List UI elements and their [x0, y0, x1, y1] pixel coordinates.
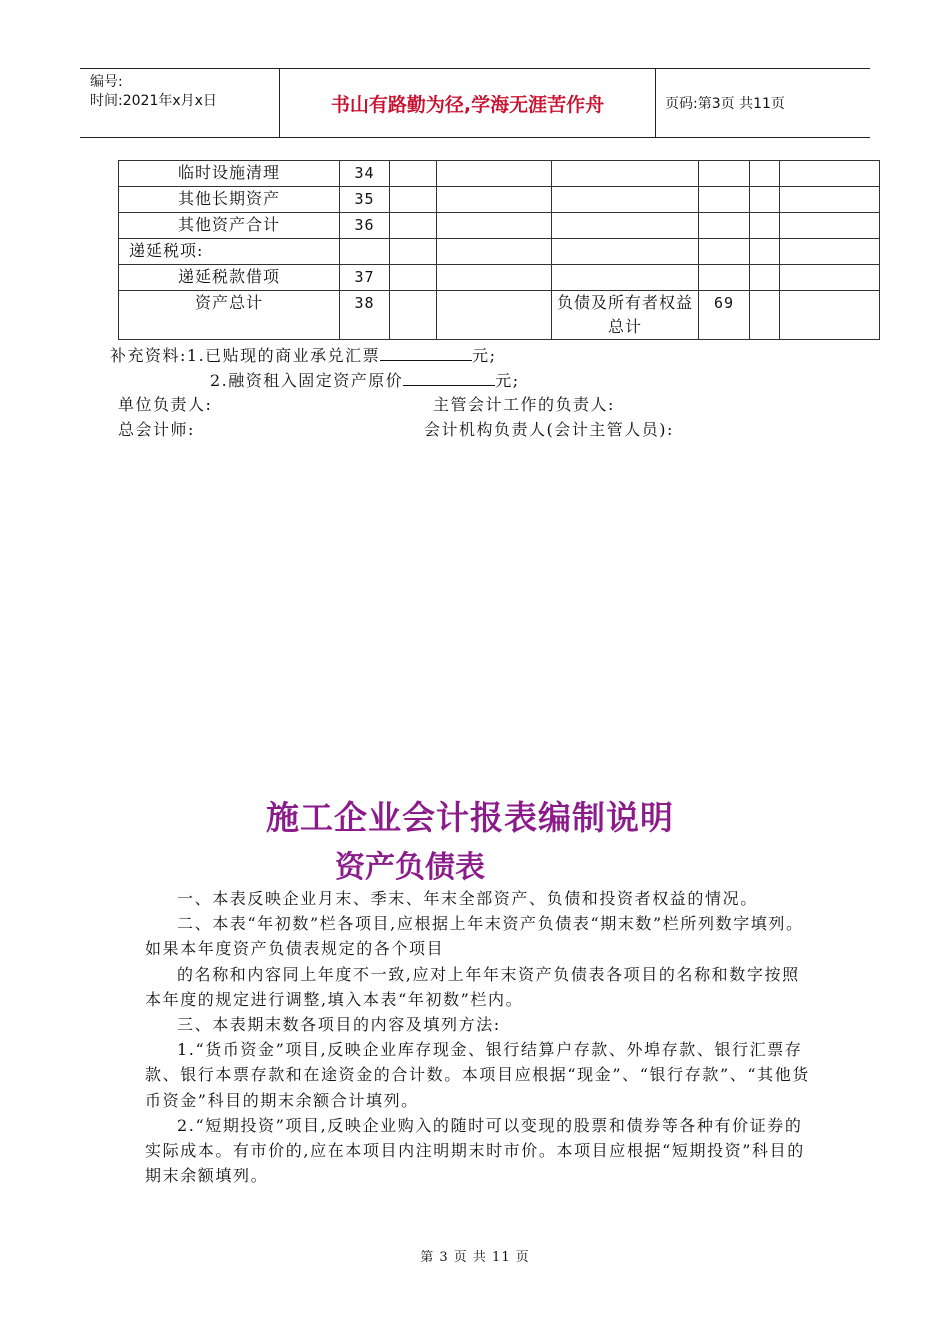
table-row: [119, 239, 880, 265]
line-number-cell: 34: [340, 161, 390, 187]
paragraph: 1.“货币资金”项目,反映企业库存现金、银行结算户存款、外埠存款、银行汇票存款、银行本票存款和在途资金的合计数。本项目应根据“现金”、“银行存款”、“其他货币资金”科目的期末余额合计填列。: [145, 1040, 810, 1110]
amount-cell: [780, 239, 880, 265]
line-number-cell: 38: [340, 291, 390, 340]
table-row: [119, 187, 880, 213]
item-name-cell: [552, 213, 699, 239]
header-page-info: 页码:第3页 共11页: [665, 96, 785, 112]
item-name-cell: 临时设施清理: [119, 161, 340, 187]
paragraph: 一、本表反映企业月末、季末、年末全部资产、负债和投资者权益的情况。: [177, 889, 758, 908]
time-label: 时间:2021年x月x日: [90, 93, 217, 109]
amount-cell: [437, 265, 552, 291]
amount-cell: [750, 265, 780, 291]
amount-cell: [390, 187, 437, 213]
line-number-cell: [699, 213, 750, 239]
amount-cell: [437, 161, 552, 187]
amount-cell: [390, 161, 437, 187]
amount-cell: [780, 161, 880, 187]
paragraph: 的名称和内容同上年度不一致,应对上年年末资产负债表各项目的名称和数字按照本年度的规定进行调整,填入本表“年初数”栏内。: [145, 964, 800, 1009]
paragraph: 2.“短期投资”项目,反映企业购入的随时可以变现的股票和债券等各种有价证券的实际成本。有市价的,应在本项目内注明期末时市价。本项目应根据“短期投资”科目的期末余额填列。: [145, 1115, 805, 1186]
section-body: [145, 886, 810, 1188]
item-name-cell: [552, 161, 699, 187]
line-number-cell: [699, 239, 750, 265]
supplement-line-1: 补充资料:1.已贴现的商业承兑汇票 元;: [110, 346, 497, 365]
blank-field: [403, 371, 495, 386]
line-number-cell: 35: [340, 187, 390, 213]
amount-cell: [780, 187, 880, 213]
item-name-cell: [552, 239, 699, 265]
table-row: [119, 291, 880, 340]
item-name-cell: 递延税款借项: [119, 265, 340, 291]
line-number-cell: [699, 265, 750, 291]
chief-accountant-label: 总会计师:: [118, 420, 195, 439]
item-name-cell: 资产总计: [119, 291, 340, 340]
line-number-cell: 37: [340, 265, 390, 291]
item-name-cell: [552, 187, 699, 213]
header-motto: 书山有路勤为径,学海无涯苦作舟: [280, 69, 656, 137]
table-row: [119, 161, 880, 187]
item-name-cell: 其他长期资产: [119, 187, 340, 213]
dept-head-label: 会计机构负责人(会计主管人员):: [424, 420, 674, 439]
amount-cell: [780, 291, 880, 340]
amount-cell: [750, 213, 780, 239]
line-number-cell: 36: [340, 213, 390, 239]
amount-cell: [750, 291, 780, 340]
section-subtitle: 资产负债表: [335, 850, 485, 885]
amount-cell: [390, 265, 437, 291]
line-number-cell: [699, 187, 750, 213]
item-name-cell: 递延税项:: [119, 239, 340, 265]
amount-cell: [437, 187, 552, 213]
item-name-cell: 其他资产合计: [119, 213, 340, 239]
paragraph: 三、本表期末数各项目的内容及填列方法:: [177, 1015, 501, 1035]
page-header: [80, 68, 870, 138]
unit-head-label: 单位负责人:: [118, 395, 213, 414]
line-number-cell: [699, 161, 750, 187]
blank-field: [380, 346, 472, 361]
item-name-cell: [552, 265, 699, 291]
table-row: [119, 213, 880, 239]
amount-cell: [390, 291, 437, 340]
table-row: [119, 265, 880, 291]
number-label: 编号:: [90, 74, 123, 90]
balance-sheet-table: [118, 160, 880, 340]
amount-cell: [437, 239, 552, 265]
accounting-head-label: 主管会计工作的负责人:: [433, 395, 615, 414]
amount-cell: [437, 291, 552, 340]
amount-cell: [390, 239, 437, 265]
amount-cell: [390, 213, 437, 239]
line-number-cell: 69: [699, 291, 750, 340]
item-name-cell: 负债及所有者权益总计: [552, 291, 699, 340]
amount-cell: [780, 213, 880, 239]
header-meta: [80, 69, 280, 137]
amount-cell: [780, 265, 880, 291]
amount-cell: [437, 213, 552, 239]
amount-cell: [750, 239, 780, 265]
section-title: 施工企业会计报表编制说明: [266, 798, 674, 837]
amount-cell: [750, 187, 780, 213]
line-number-cell: [340, 239, 390, 265]
page-footer: 第 3 页 共 11 页: [420, 1250, 530, 1265]
amount-cell: [750, 161, 780, 187]
supplement-line-2: 2.融资租入固定资产原价 元;: [210, 371, 520, 390]
paragraph: 二、本表“年初数”栏各项目,应根据上年末资产负债表“期末数”栏所列数字填列。如果本年度资产负债表规定的各个项目: [145, 914, 804, 959]
